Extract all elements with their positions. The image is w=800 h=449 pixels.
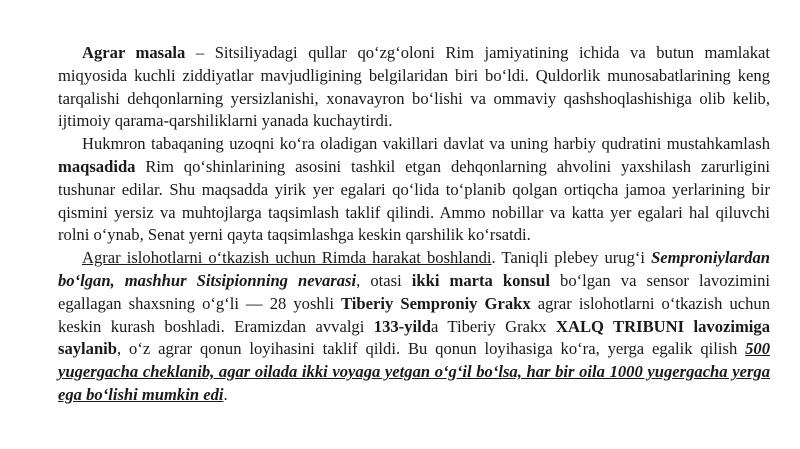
document-page (58, 42, 770, 407)
paragraph-3-text-2: , otasi (356, 270, 412, 290)
paragraph-3-text-5: a Tiberiy Grakx (430, 316, 556, 336)
emphasis-semproniylar: Semproniylardan bo‘lgan, mashhur Sitsipionning nevarasi (58, 248, 771, 290)
paragraph-3-text-6: , o‘z agrar qonun loyihasini taklif qildi. Bu qonun loyihasiga ko‘ra, yerga egalik qilish (117, 339, 746, 359)
paragraph-2-text-a: Hukmron tabaqaning uzoqni ko‘ra oladigan vakillari davlat va uning harbiy qudratini mustahkamlash (82, 134, 770, 154)
term-xalq-tribuni: XALQ TRIBUNI lavozimiga saylanib (58, 316, 770, 359)
paragraph-3-text-7: . (223, 384, 228, 404)
year-133: 133-yild (373, 316, 431, 336)
term-ikki-marta-konsul: ikki marta konsul (411, 270, 550, 290)
paragraph-agrar-islohotlar (58, 247, 770, 407)
name-tiberiy-semproniy-grakx: Tiberiy Semproniy Grakx (341, 293, 531, 313)
paragraph-3-text-1: . Taniqli plebey urug‘i (491, 248, 652, 268)
paragraph-1-text: – Sitsiliyadagi qullar qo‘zg‘oloni Rim jamiyatining ichida va butun mamlakat miqyosida kuchli ziddiyatlar mavjudligining belgilaridan biri bo‘ldi. Quldorlik munosabatlarining keng tarqalishi dehqonlarning yersizlanishi, xonavayron bo‘lishi va ommaviy qashshoqlashishiga olib kelib, ijtimoiy qarama-qarshiliklarni yanada kuchaytirdi. (58, 43, 770, 131)
paragraph-3-text-3: bo‘lgan va sensor lavozimini egallagan shaxsning o‘g‘li — 28 yoshli (58, 270, 770, 313)
paragraph-hukmron-tabaqa (58, 133, 770, 247)
paragraph-3-text-4: agrar islohotlarni o‘tkazish uchun keskin kurash boshladi. Eramizdan avvalgi (58, 293, 770, 336)
underlined-heading-phrase: Agrar islohotlarni o‘tkazish uchun Rimda harakat boshlandi (82, 248, 492, 268)
paragraph-2-text-b: Rim qo‘shinlarining asosini tashkil etgan dehqonlarning ahvolini yaxshilash zarurligini tushunar edilar. Shu maqsadda yirik yer egalari qo‘lida to‘planib qolgan ortiqcha jamoa yerlarining bir qismini yersiz va muhtojlarga taqsimlash taklif qilindi. Ammo nobillar va katta yer egalari hal qiluvchi rolni o‘ynab, Senat yerni qayta taqsimlashga keskin qarshilik ko‘rsatdi. (58, 156, 770, 245)
term-agrar-masala: Agrar masala (82, 43, 186, 62)
term-maqsadida: maqsadida (58, 156, 136, 176)
paragraph-agrar-masala (58, 42, 770, 133)
emphasis-500-yuger-law: 500 yugergacha cheklanib, agar oilada ikki voyaga yetgan o‘g‘il bo‘lsa, har bir oila 1000 yugergacha yerga ega bo‘lishi mumkin edi (58, 339, 770, 404)
